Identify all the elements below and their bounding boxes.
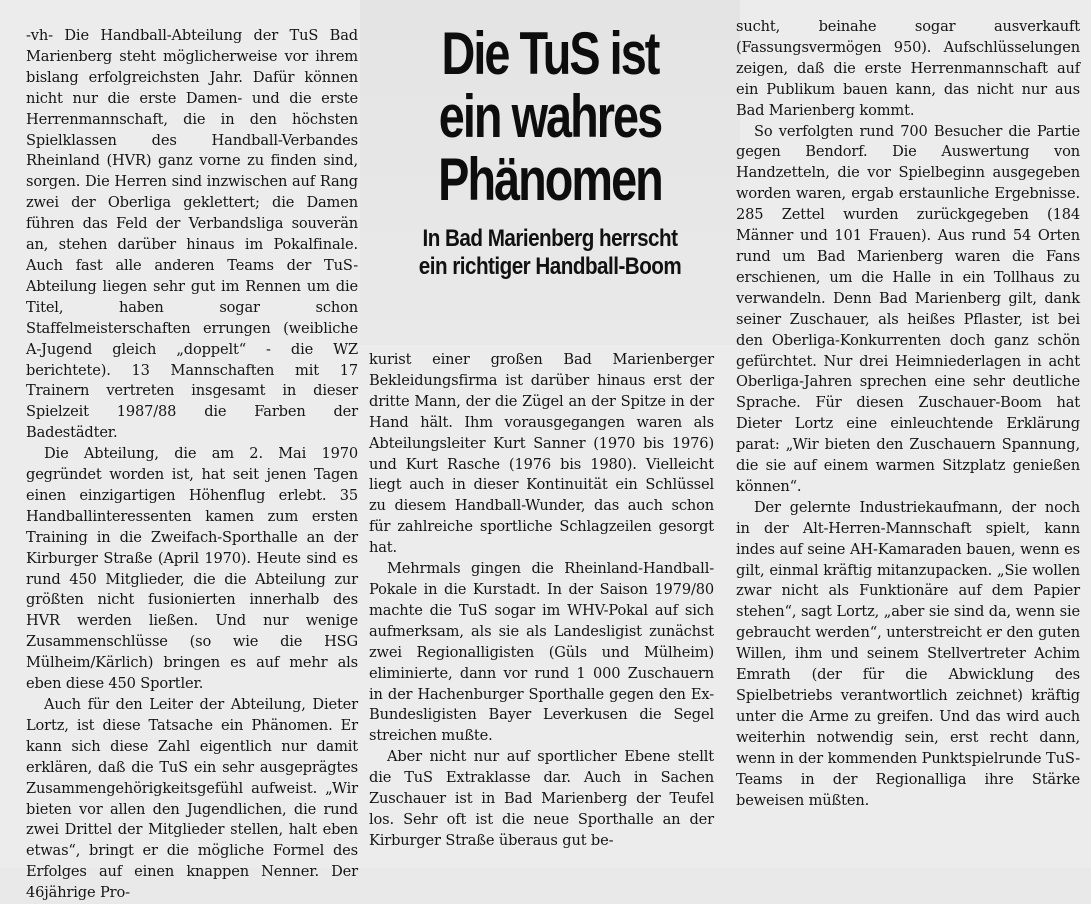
paragraph: Auch für den Leiter der Abteilung, Dieter Lortz, ist diese Tatsache ein Phänomen. Er kann sich diese Zahl eigentlich nur damit erklären, daß die TuS ein sehr ausgeprägtes Zusammengehörigkeitsgefühl aufweist. „Wir bieten vor allen den Jugendlichen, die rund zwei Drittel der Mitglieder stellen, halt eben etwas“, bringt er die mögliche Formel des Erfolges auf einen knappen Nenner. Der 46jährige Pro- xyxy=(26,696,358,902)
paragraph: sucht, beinahe sogar ausverkauft (Fassungsvermögen 950). Aufschlüsselungen zeigen, daß die erste Herrenmannschaft auf ein Publikum bauen kann, das nicht nur aus Bad Marienberg kommt. xyxy=(736,18,1080,119)
paragraph: kurist einer großen Bad Marienberger Bekleidungsfirma ist darüber hinaus erst der dritte Mann, der die Zügel an der Spitze in der Hand hält. Ihm vorausgegangen waren als Abteilungsleiter Kurt Sanner (1970 bis 1976) und Kurt Rasche (1976 bis 1980). Vielleicht liegt auch in dieser Kontinuität ein Schlüssel zu diesem Handball-Wunder, das auch schon für zahlreiche sportliche Schlagzeilen gesorgt hat. xyxy=(369,351,714,557)
paragraph: -vh- Die Handball-Abteilung der TuS Bad Marienberg steht möglicherweise vor ihrem bislang erfolgreichsten Jahr. Dafür können nicht nur die erste Damen- und die erste Herrenmannschaft, die in den höchsten Spielklassen des Handball-Verbandes Rheinland (HVR) ganz vorne zu finden sind, sorgen. Die Herren sind inzwischen auf Rang zwei der Oberliga geklettert; die Damen führen das Feld der Verbandsliga souverän an, stehen darüber hinaus im Pokalfinale. Auch fast alle anderen Teams der TuS-Abteilung liegen sehr gut im Rennen um die Titel, haben sogar schon Staffelmeisterschaften errungen (weibliche A-Jugend gleich „doppelt“ - die WZ berichtete). 13 Mannschaften mit 17 Trainern vertreten insgesamt in dieser Spielzeit 1987/88 die Farben der Badestädter. xyxy=(26,27,358,442)
headline-line: Die TuS ist xyxy=(441,20,659,87)
paragraph: Die Abteilung, die am 2. Mai 1970 gegründet worden ist, hat seit jenen Tagen einen einzigartigen Höhenflug erlebt. 35 Handballinteressenten kamen zum ersten Training in die Zweifach-Sporthalle an der Kirburger Straße (April 1970). Heute sind es rund 450 Mitglieder, die die Abteilung zur größten nicht fusionierten innerhalb des HVR werden ließen. Und nur wenige Zusammenschlüsse (so wie die HSG Mülheim/Kärlich) bringen es auf mehr als eben diese 450 Sportler. xyxy=(26,445,358,693)
article-column-left xyxy=(26,26,358,904)
subtitle-line: In Bad Marienberg herrscht xyxy=(422,225,678,252)
paragraph: Mehrmals gingen die Rheinland-Handball-Pokale in die Kurstadt. In der Saison 1979/80 machte die TuS sogar im WHV-Pokal auf sich aufmerksam, als sie als Landesligist zunächst zwei Regionalligisten (Güls und Mülheim) eliminierte, dann vor rund 1 000 Zuschauern in der Hachenburger Sporthalle gegen den Ex-Bundesligisten Bayer Leverkusen die Segel streichen mußte. xyxy=(369,560,714,745)
paragraph: Der gelernte Industriekaufmann, der noch in der Alt-Herren-Mannschaft spielt, kann indes auf seine AH-Kamaraden bauen, wenn es gilt, einmal kräftig mitanzupacken. „Sie wollen zwar nicht als Funktionäre auf dem Papier stehen“, sagt Lortz, „aber sie sind da, wenn sie gebraucht werden“, unterstreicht er den guten Willen, ihm und seinem Stellvertreter Achim Emrath (der für die Abwicklung des Spielbetriebs verantwortlich zeichnet) kräftig unter die Arme zu greifen. Und das wird auch weiterhin notwendig sein, erst recht dann, wenn in der kommenden Punktspielrunde TuS-Teams in der Regionalliga ihre Stärke beweisen müßten. xyxy=(736,498,1080,809)
paragraph: So verfolgten rund 700 Besucher die Partie gegen Bendorf. Die Auswertung von Handzetteln, die vor Spielbeginn ausgegeben worden waren, ergab erstaunliche Ergebnisse. 285 Zettel wurden zurückgegeben (184 Männer und 101 Frauen). Aus rund 54 Orten rund um Bad Marienberg waren die Fans erschienen, um die Halle in ein Tollhaus zu verwandeln. Denn Bad Marienberg gilt, dank seiner Zuschauer, als heißes Pflaster, ist bei den Oberliga-Konkurrenten doch ganz schön gefürchtet. Nur drei Heimniederlagen in acht Oberliga-Jahren sprechen eine sehr deutliche Sprache. Für diesen Zuschauer-Boom hat Dieter Lortz eine einleuchtende Erklärung parat: „Wir bieten den Zuschauern Spannung, die sie auf einem warmen Sitzplatz genießen können“. xyxy=(736,122,1080,495)
headline-line: ein wahres xyxy=(438,83,662,150)
article-column-right xyxy=(736,17,1080,811)
headline-subtitle xyxy=(404,225,696,281)
article-column-middle xyxy=(369,350,714,852)
headline-block xyxy=(380,22,720,281)
headline-line: Phänomen xyxy=(438,146,662,213)
subtitle-line: ein richtiger Handball-Boom xyxy=(418,253,682,280)
paragraph: Aber nicht nur auf sportlicher Ebene stellt die TuS Extraklasse dar. Auch in Sachen Zuschauer ist in Bad Marienberg der Teufel los. Sehr oft ist die neue Sporthalle an der Kirburger Straße überaus gut be- xyxy=(369,748,714,849)
headline-title xyxy=(417,22,682,211)
